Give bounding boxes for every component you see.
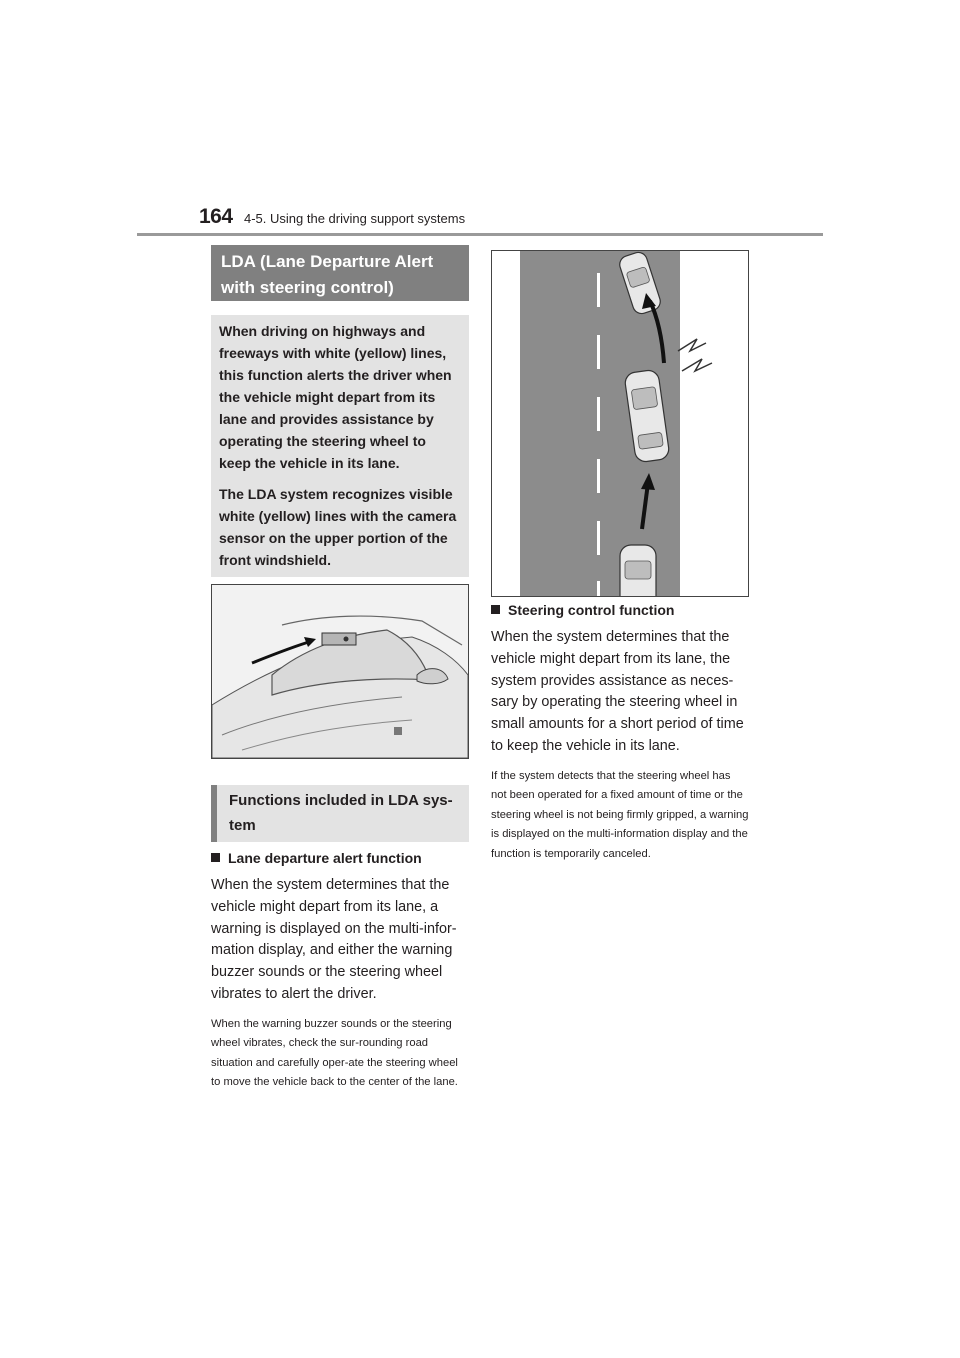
intro-box bbox=[211, 315, 469, 577]
lane-departure-note: When the warning buzzer sounds or the steering wheel vibrates, check the sur-rounding road situation and carefully oper-ate the steering wheel to move the vehicle back to the center of the lane. bbox=[211, 1017, 458, 1089]
steering-control-section bbox=[491, 602, 749, 864]
section-title: 4-5. Using the driving support systems bbox=[244, 211, 466, 226]
header-rule bbox=[137, 233, 823, 236]
lane-diagram-illustration bbox=[491, 250, 749, 597]
page-number: 164 bbox=[199, 205, 233, 228]
lane-departure-body: When the system determines that the vehicle might depart from its lane, a warning is displayed on the multi-infor-mation display, and either the warning buzzer sounds or the steering wheel vibrates to alert the driver. bbox=[211, 877, 457, 1002]
functions-heading-line2: tem bbox=[229, 817, 256, 834]
steering-control-title bbox=[491, 602, 749, 618]
car-bottom-icon bbox=[620, 545, 656, 596]
steering-control-body: When the system determines that the vehicle might depart from its lane, the system provides assistance as neces-sary by operating the steering wheel in small amounts for a short period of time to keep the vehicle in its lane. bbox=[491, 629, 744, 754]
square-bullet-icon bbox=[491, 605, 500, 614]
steering-control-title-text: Steering control function bbox=[508, 602, 675, 618]
functions-heading bbox=[211, 785, 469, 842]
intro-paragraph-1: When driving on highways and freeways with white (yellow) lines, this function alerts the driver when the vehicle might depart from its lane and provides assistance by operating the steering wheel to keep the vehicle in its lane. bbox=[219, 323, 452, 471]
square-bullet-icon bbox=[211, 853, 220, 862]
lane-departure-title-text: Lane departure alert function bbox=[228, 850, 422, 866]
lane-departure-title bbox=[211, 850, 469, 866]
main-heading-line2: with steering control) bbox=[221, 278, 394, 297]
windshield-camera-illustration bbox=[211, 584, 469, 759]
lane-departure-section bbox=[211, 850, 469, 1093]
steering-control-note: If the system detects that the steering wheel has not been operated for a fixed amount of time or the steering wheel is not being firmly gripped, a warning is displayed on the multi-information display and the function is temporarily canceled. bbox=[491, 769, 749, 860]
lane-departure-diagram-icon bbox=[492, 251, 748, 596]
main-heading bbox=[211, 245, 469, 301]
car-windshield-icon bbox=[212, 585, 468, 758]
functions-heading-line1: Functions included in LDA sys- bbox=[229, 792, 453, 809]
main-heading-line1: LDA (Lane Departure Alert bbox=[221, 252, 434, 271]
intro-paragraph-2: The LDA system recognizes visible white (yellow) lines with the camera sensor on the upper portion of the front windshield. bbox=[219, 486, 457, 568]
